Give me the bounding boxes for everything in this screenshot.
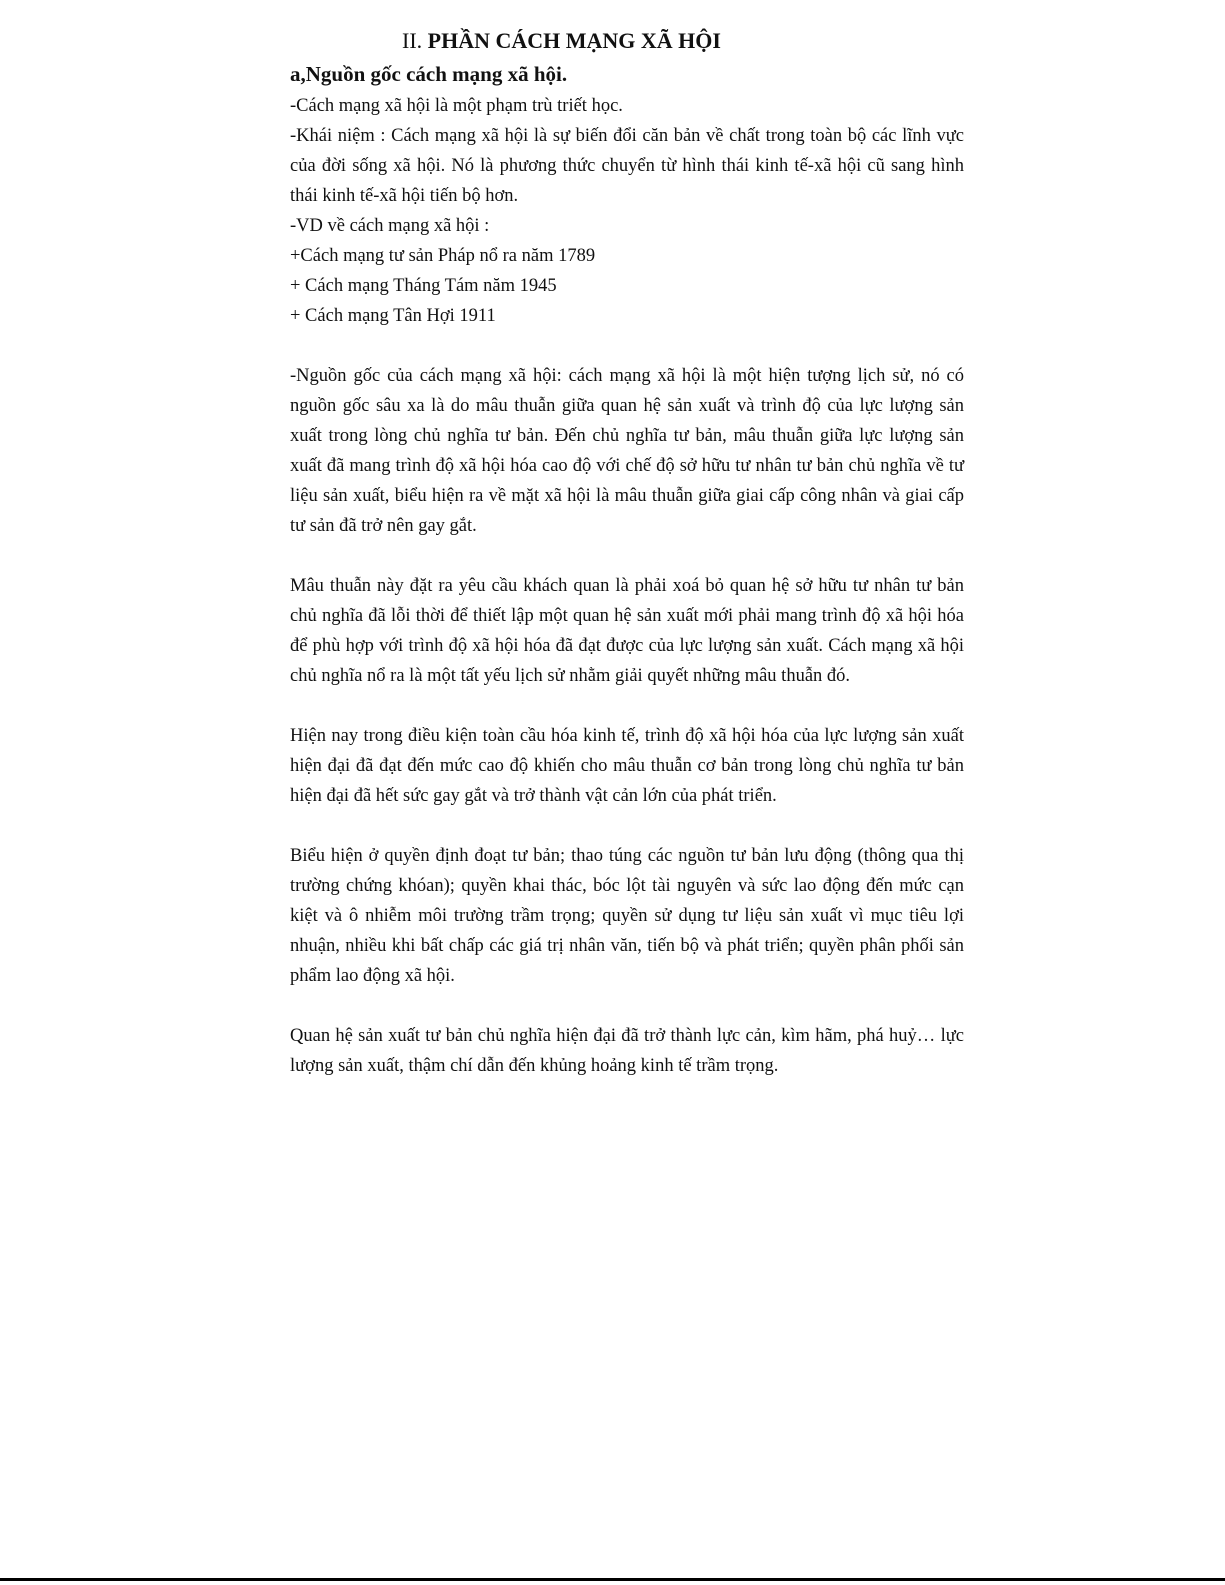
paragraph-gap xyxy=(290,691,964,721)
concept-paragraph: -Khái niệm : Cách mạng xã hội là sự biến đổi căn bản về chất trong toàn bộ các lĩnh vực của đời sống xã hội. Nó là phương thức chuyển từ hình thái kinh tế-xã hội cũ sang hình thái kinh tế-xã hội tiến bộ hơn. xyxy=(290,126,964,206)
paragraph-gap xyxy=(290,331,964,361)
contradiction-paragraph: Mâu thuẫn này đặt ra yêu cầu khách quan là phải xoá bỏ quan hệ sở hữu tư nhân tư bản chủ nghĩa đã lỗi thời để thiết lập một quan hệ sản xuất mới phải mang trình độ xã hội hóa để phù hợp với trình độ xã hội hóa đã đạt được của lực lượng sản xuất. Cách mạng xã hội chủ nghĩa nổ ra là một tất yếu lịch sử nhằm giải quyết những mâu thuẫn đó. xyxy=(290,576,964,686)
conclusion-paragraph: Quan hệ sản xuất tư bản chủ nghĩa hiện đại đã trở thành lực cản, kìm hãm, phá huỷ… lực lượng sản xuất, thậm chí dẫn đến khủng hoảng kinh tế trầm trọng. xyxy=(290,1026,964,1076)
example-item: +Cách mạng tư sản Pháp nổ ra năm 1789 xyxy=(290,246,596,266)
paragraph-gap xyxy=(290,541,964,571)
definition-line: -Cách mạng xã hội là một phạm trù triết học. xyxy=(290,96,623,116)
globalization-paragraph: Hiện nay trong điều kiện toàn cầu hóa kinh tế, trình độ xã hội hóa của lực lượng sản xuất hiện đại đã đạt đến mức cao độ khiến cho mâu thuẫn cơ bản trong lòng chủ nghĩa tư bản hiện đại đã hết sức gay gắt và trở thành vật cản lớn của phát triển. xyxy=(290,726,964,806)
section-heading xyxy=(290,27,964,55)
section-number: II. xyxy=(402,28,423,53)
paragraph-gap xyxy=(290,991,964,1021)
example-heading: -VD về cách mạng xã hội : xyxy=(290,216,490,236)
section-title: PHẦN CÁCH MẠNG XÃ HỘI xyxy=(427,28,721,53)
page-bottom-border xyxy=(0,1578,1225,1581)
example-item: + Cách mạng Tân Hợi 1911 xyxy=(290,306,496,326)
manifestation-paragraph: Biểu hiện ở quyền định đoạt tư bản; thao túng các nguồn tư bản lưu động (thông qua thị trường chứng khóan); quyền khai thác, bóc lột tài nguyên và sức lao động đến mức cạn kiệt và ô nhiễm môi trường trầm trọng; quyền sử dụng tư liệu sản xuất vì mục tiêu lợi nhuận, nhiều khi bất chấp các giá trị nhân văn, tiến bộ và phát triển; quyền phân phối sản phẩm lao động xã hội. xyxy=(290,846,964,986)
document-page xyxy=(290,27,964,1081)
paragraph-gap xyxy=(290,811,964,841)
subsection-heading: a,Nguồn gốc cách mạng xã hội. xyxy=(290,62,568,86)
origin-paragraph: -Nguồn gốc của cách mạng xã hội: cách mạng xã hội là một hiện tượng lịch sử, nó có nguồn gốc sâu xa là do mâu thuẫn giữa quan hệ sản xuất và trình độ của lực lượng sản xuất trong lòng chủ nghĩa tư bản. Đến chủ nghĩa tư bản, mâu thuẫn giữa lực lượng sản xuất đã mang trình độ xã hội hóa cao độ với chế độ sở hữu tư nhân tư bản chủ nghĩa về tư liệu sản xuất, biểu hiện ra về mặt xã hội là mâu thuẫn giữa giai cấp công nhân và giai cấp tư sản đã trở nên gay gắt. xyxy=(290,366,964,536)
example-item: + Cách mạng Tháng Tám năm 1945 xyxy=(290,276,557,296)
